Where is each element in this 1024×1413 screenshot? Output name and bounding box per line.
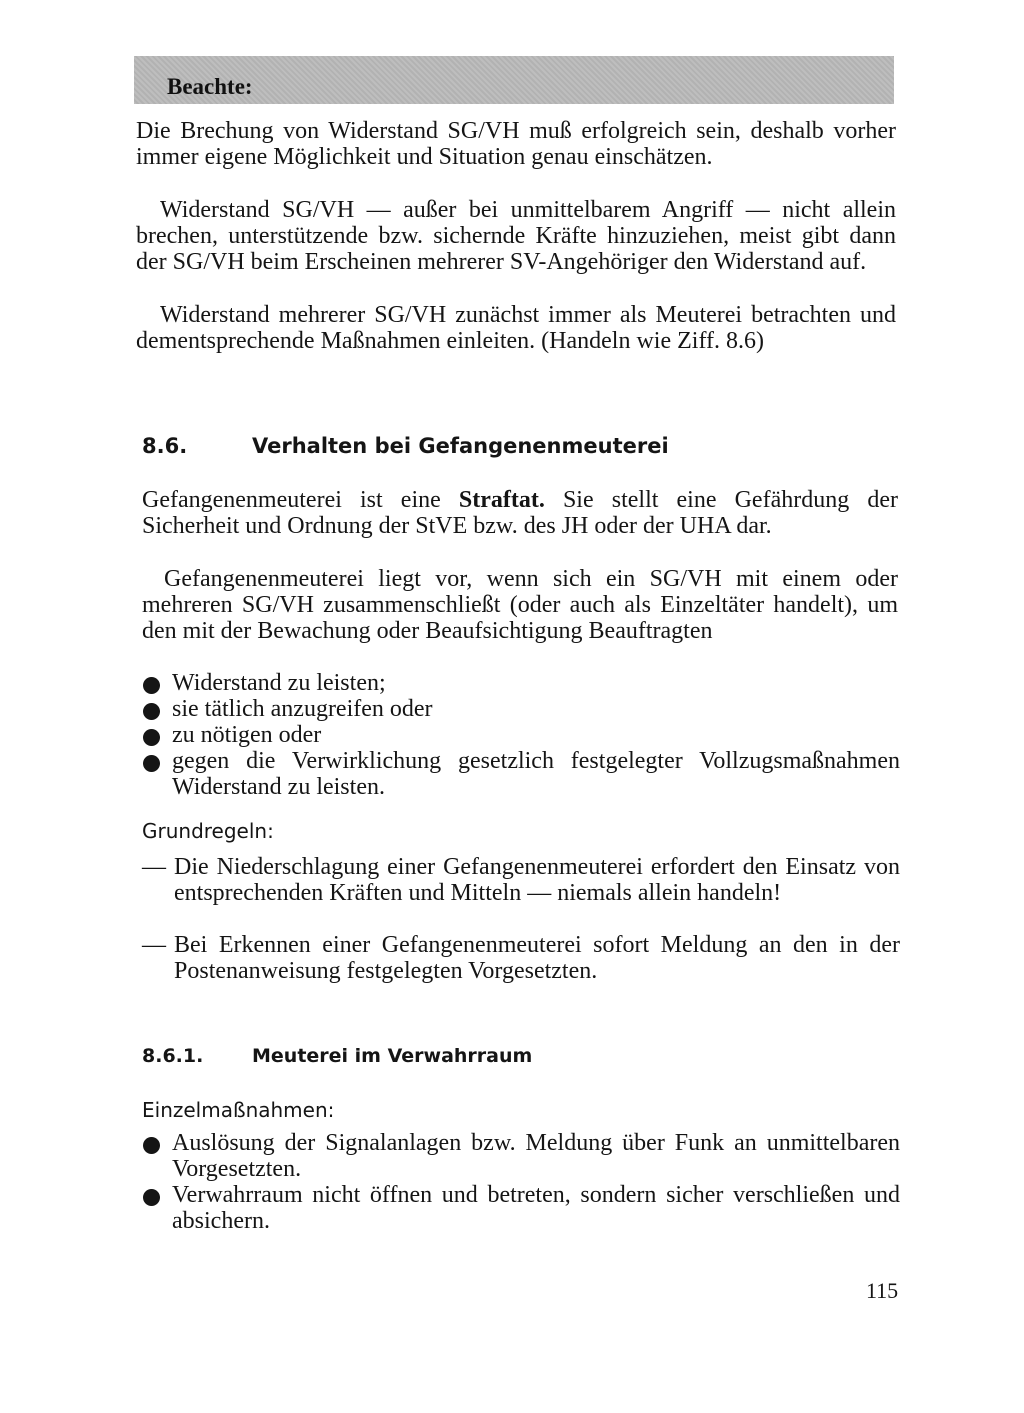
list-item: Widerstand zu leisten; (172, 670, 386, 696)
rule-item: Die Niederschlagung einer Gefangenenmeuterei erfordert den Einsatz von entsprechenden Kräften und Mitteln — niemals allein handeln! (174, 854, 900, 906)
bullet-icon (143, 703, 160, 720)
bullet-icon (143, 1189, 160, 1206)
section-title: Verhalten bei Gefangenenmeuterei (252, 434, 669, 458)
list-item: Auslösung der Signalanlagen bzw. Meldung über Funk an unmittelbaren Vorgesetzten. (172, 1130, 900, 1182)
subsection-number: 8.6.1. (142, 1045, 204, 1067)
note-paragraph-3: Widerstand mehrerer SG/VH zunächst immer als Meuterei betrachten und dementsprechende Maßnahmen einleiten. (Handeln wie Ziff. 8.6) (136, 302, 896, 354)
rules-label: Grundregeln: (142, 819, 274, 843)
list-item: sie tätlich anzugreifen oder (172, 696, 433, 722)
note-paragraph-1: Die Brechung von Widerstand SG/VH muß erfolgreich sein, deshalb vorher immer eigene Möglichkeit und Situation genau einschätzen. (136, 118, 896, 170)
intro-text-1: Gefangenenmeuterei ist eine (142, 487, 459, 513)
dash-marker: — (142, 854, 166, 880)
bullet-icon (143, 729, 160, 746)
intro-text-2: Sie stellt eine Gefährdung der Sicherheit und Ordnung der StVE bzw. des JH oder der UHA dar. (142, 487, 898, 539)
subsection-title: Meuterei im Verwahrraum (252, 1045, 533, 1067)
dash-marker: — (142, 932, 166, 958)
bullet-icon (143, 1137, 160, 1154)
list-item: gegen die Verwirklichung gesetzlich festgelegter Vollzugsmaßnahmen Widerstand zu leisten. (172, 748, 900, 800)
measures-label: Einzelmaßnahmen: (142, 1098, 335, 1122)
note-box-label: Beachte: (167, 74, 253, 99)
bullet-icon (143, 677, 160, 694)
intro-bold-text: Straftat. (458, 487, 545, 513)
section-intro (142, 487, 898, 539)
note-box (134, 56, 894, 104)
section-number: 8.6. (142, 434, 188, 458)
bullet-icon (143, 755, 160, 772)
section-paragraph-2: Gefangenenmeuterei liegt vor, wenn sich ein SG/VH mit einem oder mehreren SG/VH zusammenschließt (oder auch als Einzeltäter handelt), um den mit der Bewachung oder Beaufsichtigung Beauftragten (142, 566, 898, 644)
list-item: Verwahrraum nicht öffnen und betreten, sondern sicher verschließen und absichern. (172, 1182, 900, 1234)
page-number: 115 (866, 1278, 899, 1303)
note-paragraph-2: Widerstand SG/VH — außer bei unmittelbarem Angriff — nicht allein brechen, unterstützende bzw. sichernde Kräfte hinzuziehen, meist gibt dann der SG/VH beim Erscheinen mehrerer SV-Angehöriger den Widerstand auf. (136, 197, 896, 275)
list-item: zu nötigen oder (172, 722, 322, 748)
rule-item: Bei Erkennen einer Gefangenenmeuterei sofort Meldung an den in der Postenanweisung festgelegten Vorgesetzten. (174, 932, 900, 984)
